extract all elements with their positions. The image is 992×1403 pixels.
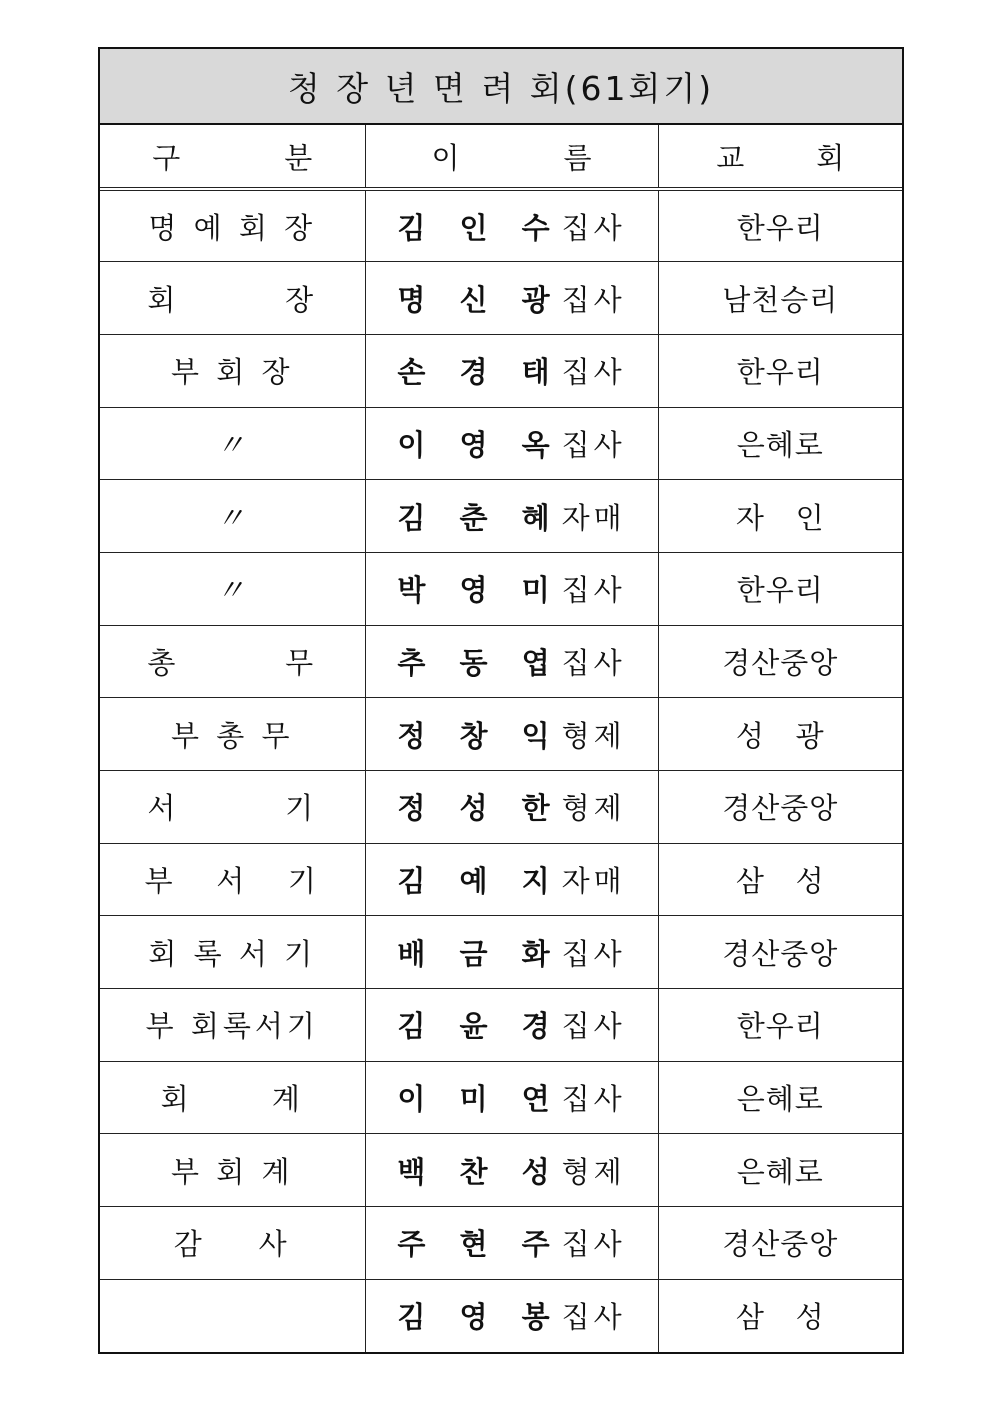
header-church xyxy=(658,125,902,189)
person-title: 집사 xyxy=(561,427,626,462)
church-cell: 경산중앙 xyxy=(658,1207,902,1280)
role-cell: 회 계 xyxy=(100,1061,365,1134)
person-title: 집사 xyxy=(561,573,626,608)
role-cell: 부 총 무 xyxy=(100,698,365,771)
role-cell: 부 서 기 xyxy=(100,843,365,916)
person-name: 박 영 미 xyxy=(397,573,562,608)
role-cell: 부 회 장 xyxy=(100,334,365,407)
church-cell: 남천승리 xyxy=(658,262,902,335)
header-name xyxy=(365,125,658,189)
person-title: 집사 xyxy=(561,645,626,680)
header-role-char-1: 구 xyxy=(152,140,181,175)
church-cell: 경산중앙 xyxy=(658,771,902,844)
person-name: 김 윤 경 xyxy=(397,1009,562,1044)
role-cell: 총 무 xyxy=(100,625,365,698)
church-cell: 삼 성 xyxy=(658,843,902,916)
table-row xyxy=(100,1279,902,1352)
person-title: 집사 xyxy=(561,355,626,390)
name-cell xyxy=(365,1207,658,1280)
table-row xyxy=(100,1134,902,1207)
document-title: 청 장 년 면 려 회(61회기) xyxy=(100,49,902,125)
church-cell: 은혜로 xyxy=(658,1061,902,1134)
person-name: 백 찬 성 xyxy=(397,1154,562,1189)
person-title: 형제 xyxy=(561,1154,626,1189)
role-cell: 〃 xyxy=(100,552,365,625)
table-row xyxy=(100,262,902,335)
role-cell: 〃 xyxy=(100,480,365,553)
roster-body xyxy=(100,189,902,1352)
church-cell: 한우리 xyxy=(658,989,902,1062)
header-row xyxy=(100,125,902,189)
table-row xyxy=(100,1207,902,1280)
church-cell: 경산중앙 xyxy=(658,625,902,698)
name-cell xyxy=(365,480,658,553)
role-cell: 회 록 서 기 xyxy=(100,916,365,989)
person-title: 집사 xyxy=(561,1082,626,1117)
person-name: 김 예 지 xyxy=(397,864,562,899)
person-title: 자매 xyxy=(561,864,626,899)
name-cell xyxy=(365,334,658,407)
name-cell xyxy=(365,843,658,916)
table-row xyxy=(100,480,902,553)
header-church-char-2: 회 xyxy=(816,140,845,175)
roster-table xyxy=(100,125,902,1352)
person-name: 김 춘 혜 xyxy=(397,500,562,535)
role-cell: 서 기 xyxy=(100,771,365,844)
person-name: 정 창 익 xyxy=(397,718,562,753)
person-title: 형제 xyxy=(561,791,626,826)
name-cell xyxy=(365,189,658,262)
header-name-char-1: 이 xyxy=(431,140,460,175)
roster-sheet xyxy=(98,47,904,1354)
church-cell: 성 광 xyxy=(658,698,902,771)
person-title: 집사 xyxy=(561,936,626,971)
header-role-char-2: 분 xyxy=(284,140,313,175)
church-cell: 삼 성 xyxy=(735,1300,825,1335)
name-cell xyxy=(365,771,658,844)
role-cell: 회 장 xyxy=(100,262,365,335)
church-cell: 은혜로 xyxy=(658,407,902,480)
person-name: 주 현 주 xyxy=(397,1227,562,1262)
header-church-char-1: 교 xyxy=(716,140,745,175)
table-row xyxy=(100,407,902,480)
church-cell: 자 인 xyxy=(658,480,902,553)
table-row xyxy=(100,771,902,844)
person-name: 김 영 봉 xyxy=(397,1300,562,1335)
church-cell: 한우리 xyxy=(658,334,902,407)
person-name: 배 금 화 xyxy=(397,936,562,971)
name-cell xyxy=(365,552,658,625)
role-cell: 명 예 회 장 xyxy=(100,189,365,262)
name-cell xyxy=(365,916,658,989)
name-cell xyxy=(365,262,658,335)
name-cell xyxy=(365,1134,658,1207)
header-role xyxy=(100,125,365,189)
table-row xyxy=(100,625,902,698)
church-cell: 은혜로 xyxy=(658,1134,902,1207)
person-title: 집사 xyxy=(561,1009,626,1044)
person-name: 추 동 엽 xyxy=(397,645,562,680)
role-cell: 부 회록서기 xyxy=(100,989,365,1062)
person-title: 집사 xyxy=(561,1300,626,1335)
name-cell xyxy=(365,1061,658,1134)
table-row xyxy=(100,552,902,625)
name-cell xyxy=(365,698,658,771)
church-cell: 한우리 xyxy=(658,189,902,262)
person-name: 이 영 옥 xyxy=(397,427,562,462)
table-row xyxy=(100,916,902,989)
role-cell: 부 회 계 xyxy=(100,1134,365,1207)
table-row xyxy=(100,989,902,1062)
table-row xyxy=(100,698,902,771)
table-row xyxy=(100,1061,902,1134)
person-name: 김 인 수 xyxy=(397,210,562,245)
name-cell xyxy=(365,625,658,698)
table-row xyxy=(100,334,902,407)
person-title: 집사 xyxy=(561,210,626,245)
table-row xyxy=(100,189,902,262)
person-title: 집사 xyxy=(561,1227,626,1262)
name-cell xyxy=(365,1279,658,1352)
church-cell: 한우리 xyxy=(658,552,902,625)
role-cell xyxy=(100,1279,365,1352)
person-title: 집사 xyxy=(561,282,626,317)
name-cell xyxy=(365,989,658,1062)
person-name: 이 미 연 xyxy=(397,1082,562,1117)
name-cell xyxy=(365,407,658,480)
person-name: 명 신 광 xyxy=(397,282,562,317)
role-cell: 감 사 xyxy=(100,1207,365,1280)
person-name: 손 경 태 xyxy=(397,355,562,390)
person-title: 형제 xyxy=(561,718,626,753)
role-cell: 〃 xyxy=(100,407,365,480)
header-name-char-2: 름 xyxy=(563,140,592,175)
person-name: 정 성 한 xyxy=(397,791,562,826)
church-cell: 경산중앙 xyxy=(658,916,902,989)
table-row xyxy=(100,843,902,916)
person-title: 자매 xyxy=(561,500,626,535)
